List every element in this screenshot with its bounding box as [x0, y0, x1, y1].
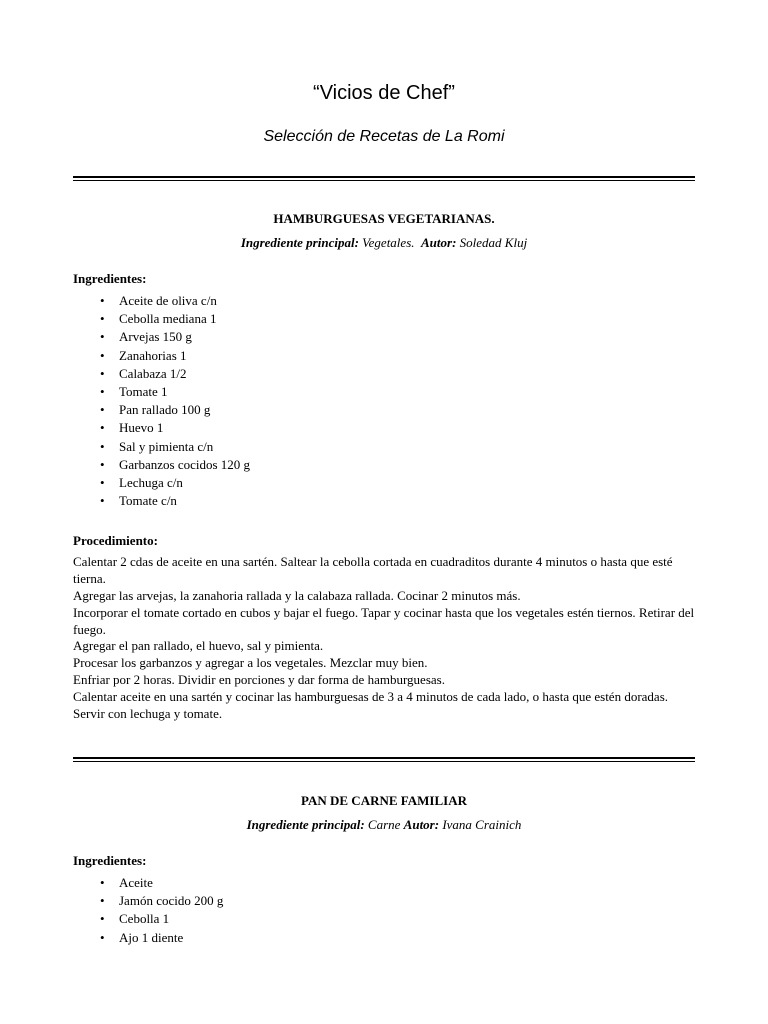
section-divider: [73, 757, 695, 762]
list-item: • Aceite de oliva c/n: [119, 292, 695, 310]
document-title: “Vicios de Chef”: [313, 82, 455, 104]
list-item: • Sal y pimienta c/n: [119, 438, 695, 456]
main-ingredient-label: Ingrediente principal:: [240, 235, 359, 250]
list-item: • Calabaza 1/2: [119, 365, 695, 383]
ingredients-label: Ingredientes:: [73, 271, 147, 286]
main-ingredient-value: Carne: [364, 817, 404, 832]
procedure-step: Incorporar el tomate cortado en cubos y bajar el fuego. Tapar y cocinar hasta que los vegetales estén tiernos. Retirar del fuego.: [73, 604, 695, 637]
recipe-pan-de-carne: [73, 792, 695, 947]
procedure-text: [73, 554, 695, 722]
author-value: Ivana Crainich: [439, 817, 522, 832]
procedure-step: Agregar el pan rallado, el huevo, sal y pimienta.: [73, 638, 324, 654]
list-item: • Huevo 1: [119, 419, 695, 437]
procedure-step: Agregar las arvejas, la zanahoria rallada y la calabaza rallada. Cocinar 2 minutos más.: [73, 588, 521, 604]
ingredients-list: [73, 292, 695, 510]
list-item: • Aceite: [119, 874, 695, 892]
recipe-meta: [73, 816, 695, 834]
recipe-title: PAN DE CARNE FAMILIAR: [301, 793, 467, 808]
list-item: • Zanahorias 1: [119, 347, 695, 365]
main-ingredient-label: Ingrediente principal:: [246, 817, 365, 832]
list-item: • Cebolla 1: [119, 910, 695, 928]
procedure-step: Calentar 2 cdas de aceite en una sartén. Saltear la cebolla cortada en cuadraditos durante 4 minutos o hasta que esté tierna.: [73, 554, 673, 587]
recipe-title: HAMBURGUESAS VEGETARIANAS.: [273, 211, 495, 226]
author-label: Autor:: [403, 817, 440, 832]
list-item: • Lechuga c/n: [119, 474, 695, 492]
list-item: • Garbanzos cocidos 120 g: [119, 456, 695, 474]
list-item: • Arvejas 150 g: [119, 328, 695, 346]
recipe-meta: [73, 234, 695, 252]
section-divider: [73, 176, 695, 181]
list-item: • Cebolla mediana 1: [119, 310, 695, 328]
recipe-hamburguesas: [73, 210, 695, 722]
main-ingredient-value: Vegetales.: [358, 235, 421, 250]
author-value: Soledad Kluj: [456, 235, 528, 250]
author-label: Autor:: [421, 235, 457, 250]
ingredients-list: [73, 874, 695, 947]
document-subtitle: Selección de Recetas de La Romi: [263, 128, 505, 145]
ingredients-label: Ingredientes:: [73, 853, 147, 868]
procedure-step: Enfriar por 2 horas. Dividir en porciones y dar forma de hamburguesas.: [73, 672, 445, 688]
list-item: • Tomate c/n: [119, 492, 695, 510]
list-item: • Jamón cocido 200 g: [119, 892, 695, 910]
procedure-step: Calentar aceite en una sartén y cocinar las hamburguesas de 3 a 4 minutos de cada lado, o hasta que estén doradas. Servir con lechuga y tomate.: [73, 688, 669, 721]
list-item: • Tomate 1: [119, 383, 695, 401]
procedure-label: Procedimiento:: [73, 533, 158, 549]
list-item: • Ajo 1 diente: [119, 929, 695, 947]
list-item: • Pan rallado 100 g: [119, 401, 695, 419]
procedure-step: Procesar los garbanzos y agregar a los vegetales. Mezclar muy bien.: [73, 655, 428, 671]
